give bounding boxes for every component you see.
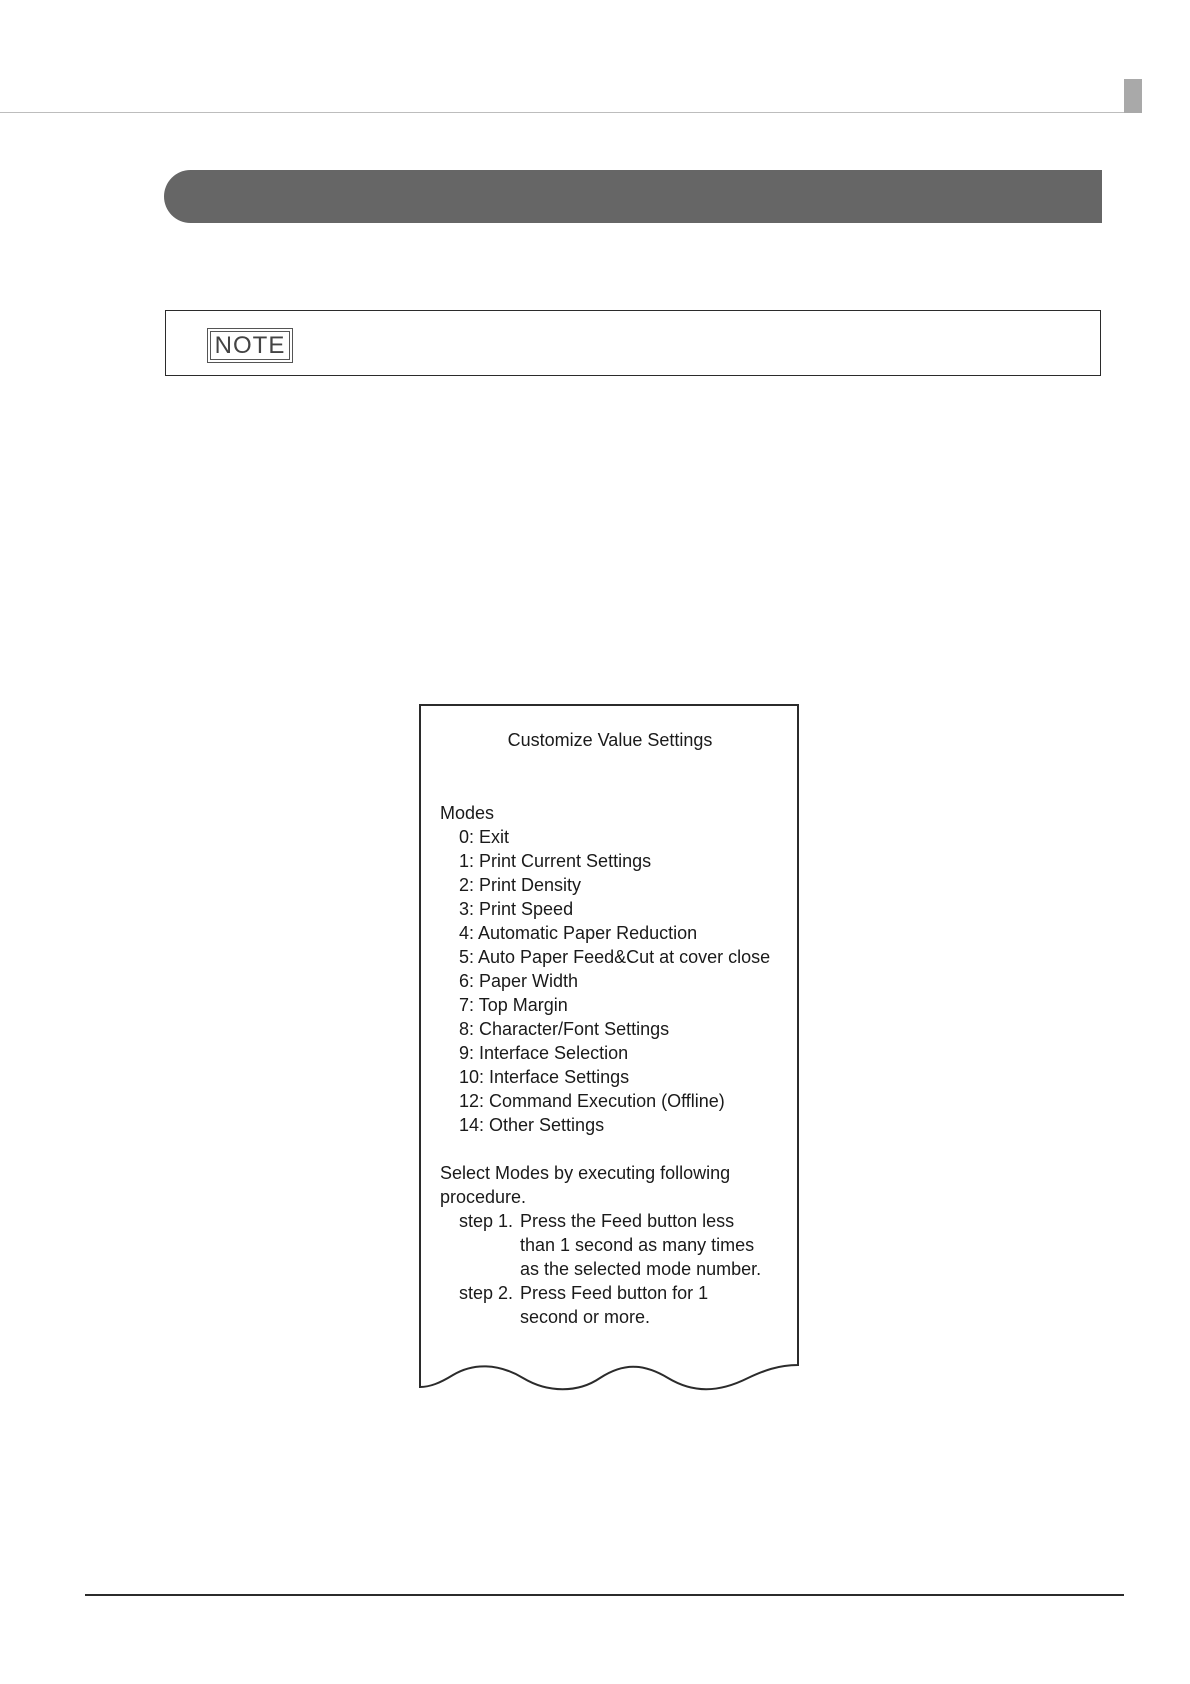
- footer-rule: [85, 1594, 1124, 1596]
- mode-item: 4: Automatic Paper Reduction: [459, 923, 698, 943]
- step-text: than 1 second as many times: [520, 1235, 755, 1255]
- step-text: Press Feed button for 1: [520, 1283, 709, 1303]
- mode-item: 5: Auto Paper Feed&Cut at cover close: [459, 947, 771, 967]
- receipt-title: Customize Value Settings: [507, 730, 713, 750]
- mode-item: 2: Print Density: [459, 875, 582, 895]
- note-label: [207, 328, 293, 363]
- mode-item: 12: Command Execution (Offline): [459, 1091, 725, 1111]
- step-label: step 2.: [459, 1283, 514, 1303]
- mode-item: 1: Print Current Settings: [459, 851, 652, 871]
- mode-item: 3: Print Speed: [459, 899, 574, 919]
- mode-item: 9: Interface Selection: [459, 1043, 629, 1063]
- section-heading-bar: [164, 170, 1102, 223]
- instruction-line: Select Modes by executing following: [440, 1163, 731, 1183]
- step-label: step 1.: [459, 1211, 514, 1231]
- chapter-tab: [1124, 79, 1142, 113]
- mode-item: 10: Interface Settings: [459, 1067, 630, 1087]
- note-label-text: NOTE: [210, 331, 290, 360]
- header-rule: [0, 112, 1124, 113]
- mode-item: 6: Paper Width: [459, 971, 579, 991]
- step-text: as the selected mode number.: [520, 1259, 762, 1279]
- mode-item: 8: Character/Font Settings: [459, 1019, 670, 1039]
- instruction-line: procedure.: [440, 1187, 527, 1207]
- note-box: [165, 310, 1101, 376]
- mode-item: 14: Other Settings: [459, 1115, 605, 1135]
- mode-item: 0: Exit: [459, 827, 510, 847]
- step-text: Press the Feed button less: [520, 1211, 735, 1231]
- modes-heading: Modes: [440, 803, 495, 823]
- mode-item: 7: Top Margin: [459, 995, 568, 1015]
- step-text: second or more.: [520, 1307, 651, 1327]
